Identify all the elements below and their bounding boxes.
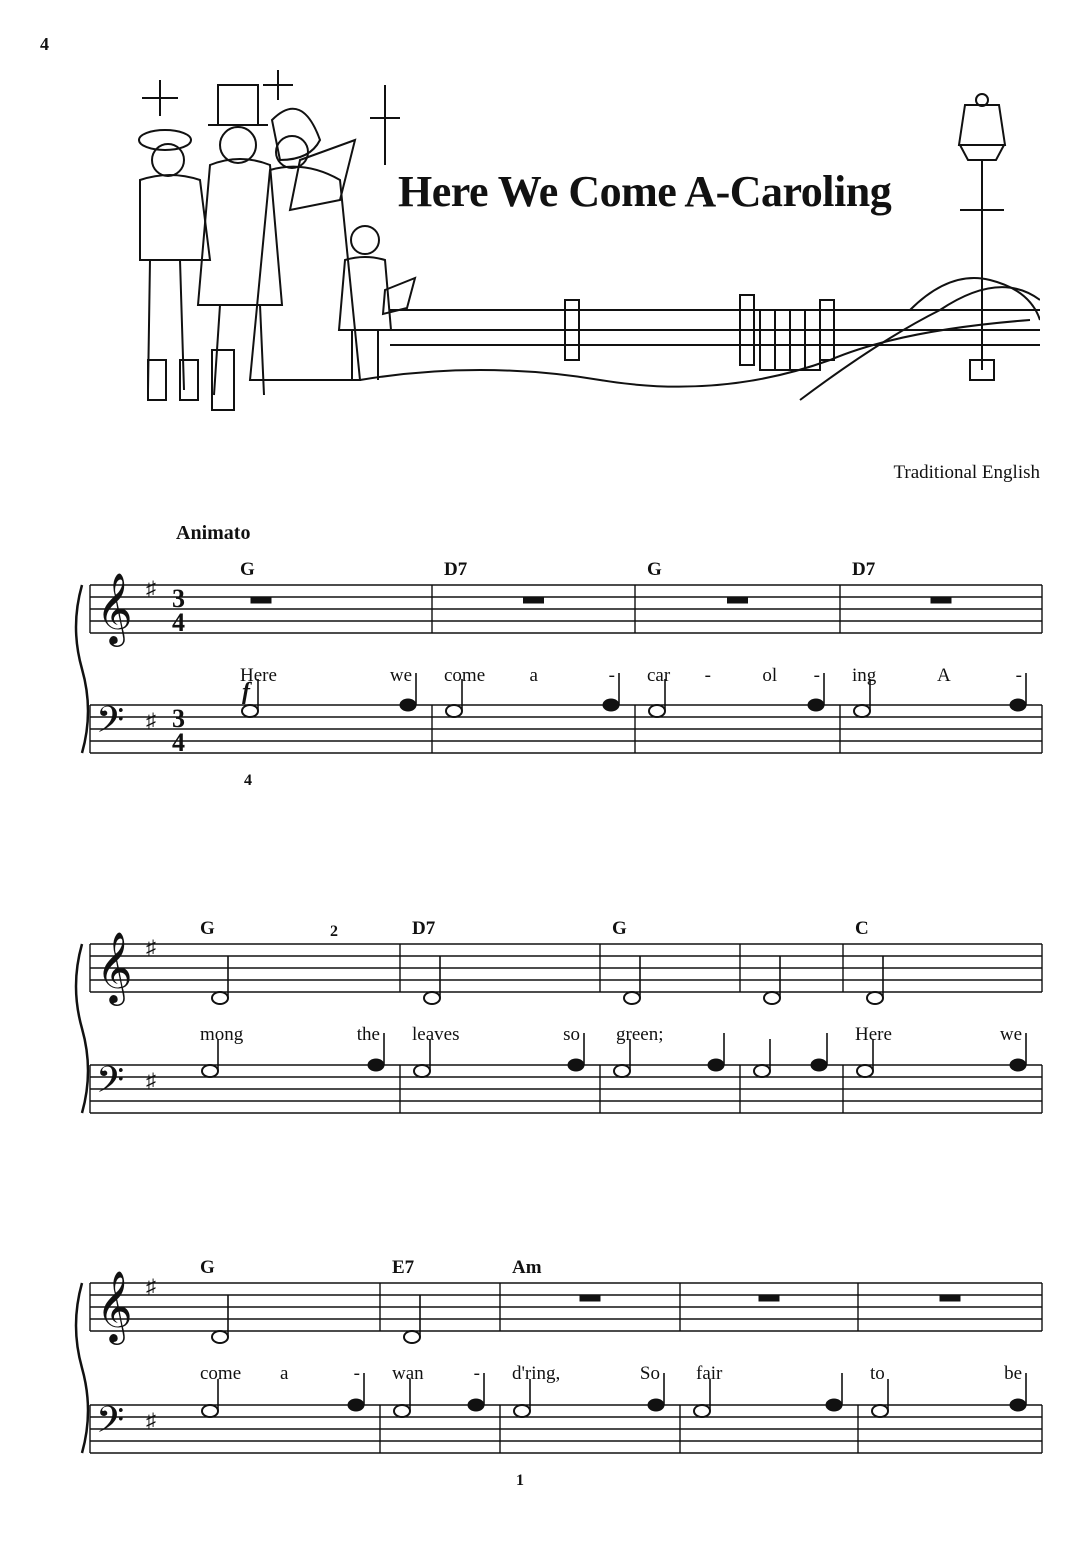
quarter-note-head (826, 1399, 842, 1411)
lyric-syllable: - (813, 665, 820, 686)
half-note-head (872, 1405, 888, 1417)
system-brace (76, 585, 88, 753)
lyric-syllable: so (563, 1024, 580, 1045)
time-signature-bottom: 4 (172, 728, 185, 757)
whole-rest (728, 597, 748, 603)
lyric-syllable: we (999, 1024, 1022, 1045)
lyric-syllable: ol (762, 665, 778, 686)
chord-symbol: G (240, 559, 255, 580)
lyric-syllable: A (937, 665, 951, 686)
key-signature-sharp: ♯ (146, 1410, 156, 1432)
time-signature-bottom: 4 (172, 608, 185, 637)
whole-rest (524, 597, 544, 603)
chord-symbol: G (647, 559, 662, 580)
lyric-syllable: - (1015, 665, 1022, 686)
quarter-note-head (348, 1399, 364, 1411)
key-signature-sharp: ♯ (146, 578, 156, 600)
time-signature-top: 3 (172, 704, 185, 733)
half-note-head (754, 1065, 770, 1077)
lyric-syllable: fair (696, 1363, 723, 1384)
treble-clef-icon: 𝄞 (96, 1273, 133, 1341)
chord-symbol: C (855, 918, 869, 939)
whole-rest (251, 597, 271, 603)
lyric-syllable: wan (392, 1363, 424, 1384)
bass-clef-icon: 𝄢 (96, 1400, 125, 1449)
chord-symbol: G (612, 918, 627, 939)
half-note-head (414, 1065, 430, 1077)
lyric-syllable: ing (852, 665, 877, 686)
lyric-syllable: So (639, 1363, 660, 1384)
key-signature-sharp: ♯ (146, 710, 156, 732)
lyric-syllable: to (870, 1363, 885, 1384)
bass-clef-icon: 𝄢 (96, 1060, 125, 1109)
lyric-syllable: be (1004, 1363, 1022, 1384)
whole-rest (931, 597, 951, 603)
chord-symbol: Am (512, 1257, 542, 1278)
half-note-head (202, 1405, 218, 1417)
half-note-head (394, 1405, 410, 1417)
quarter-note-head (811, 1059, 827, 1071)
chord-symbol: D7 (852, 559, 876, 580)
time-signature-top: 3 (172, 584, 185, 613)
key-signature-sharp: ♯ (146, 1276, 156, 1298)
key-signature-sharp: ♯ (146, 1070, 156, 1092)
half-note-head (202, 1065, 218, 1077)
quarter-note-head (400, 699, 416, 711)
lyric-syllable: come (444, 665, 486, 686)
lyric-syllable: the (356, 1024, 380, 1045)
system-brace (76, 944, 88, 1113)
half-note-head (424, 992, 440, 1004)
quarter-note-head (648, 1399, 664, 1411)
fingering-number: 4 (244, 772, 252, 789)
treble-clef-icon: 𝄞 (96, 934, 133, 1002)
half-note-head (854, 705, 870, 717)
quarter-note-head (1010, 699, 1026, 711)
quarter-note-head (1010, 1059, 1026, 1071)
fingering-number: 2 (330, 923, 338, 940)
quarter-note-head (808, 699, 824, 711)
lyric-syllable: - (608, 665, 615, 686)
tempo-marking: Animato (176, 522, 251, 544)
half-note-head (614, 1065, 630, 1077)
half-note-head (624, 992, 640, 1004)
key-signature-sharp: ♯ (146, 937, 156, 959)
half-note-head (649, 705, 665, 717)
half-note-head (867, 992, 883, 1004)
half-note-head (694, 1405, 710, 1417)
quarter-note-head (368, 1059, 384, 1071)
half-note-head (212, 992, 228, 1004)
chord-symbol: E7 (392, 1257, 415, 1278)
half-note-head (764, 992, 780, 1004)
half-note-head (212, 1331, 228, 1343)
lyric-syllable: leaves (412, 1024, 460, 1045)
half-note-head (446, 705, 462, 717)
lyric-syllable: car (647, 665, 671, 686)
composer-credit: Traditional English (893, 462, 1040, 483)
whole-rest (580, 1295, 600, 1301)
song-title: Here We Come A-Caroling (398, 167, 892, 216)
half-note-head (514, 1405, 530, 1417)
page-number: 4 (40, 34, 49, 54)
quarter-note-head (603, 699, 619, 711)
half-note-head (404, 1331, 420, 1343)
lyric-syllable: Here (855, 1024, 892, 1045)
lyric-syllable: - (473, 1363, 480, 1384)
lyric-syllable: come (200, 1363, 242, 1384)
quarter-note-head (468, 1399, 484, 1411)
chord-symbol: D7 (444, 559, 468, 580)
chord-symbol: G (200, 1257, 215, 1278)
system-brace (76, 1283, 88, 1453)
whole-rest (940, 1295, 960, 1301)
lyric-syllable: d'ring, (512, 1363, 561, 1384)
lyric-syllable: mong (200, 1024, 244, 1045)
bass-clef-icon: 𝄢 (96, 700, 125, 749)
chord-symbol: G (200, 918, 215, 939)
treble-clef-icon: 𝄞 (96, 575, 133, 643)
lyric-syllable: we (389, 665, 412, 686)
chord-symbol: D7 (412, 918, 436, 939)
lyric-syllable: green; (616, 1024, 664, 1045)
lyric-syllable: a (280, 1363, 289, 1384)
lyric-syllable: - (353, 1363, 360, 1384)
lyric-syllable: a (529, 665, 538, 686)
dynamic-marking: f (242, 679, 250, 705)
half-note-head (857, 1065, 873, 1077)
quarter-note-head (708, 1059, 724, 1071)
whole-rest (759, 1295, 779, 1301)
quarter-note-head (568, 1059, 584, 1071)
half-note-head (242, 705, 258, 717)
quarter-note-head (1010, 1399, 1026, 1411)
lyric-syllable: Here (240, 665, 277, 686)
fingering-number: 1 (516, 1472, 524, 1489)
lyric-syllable: - (704, 665, 711, 686)
